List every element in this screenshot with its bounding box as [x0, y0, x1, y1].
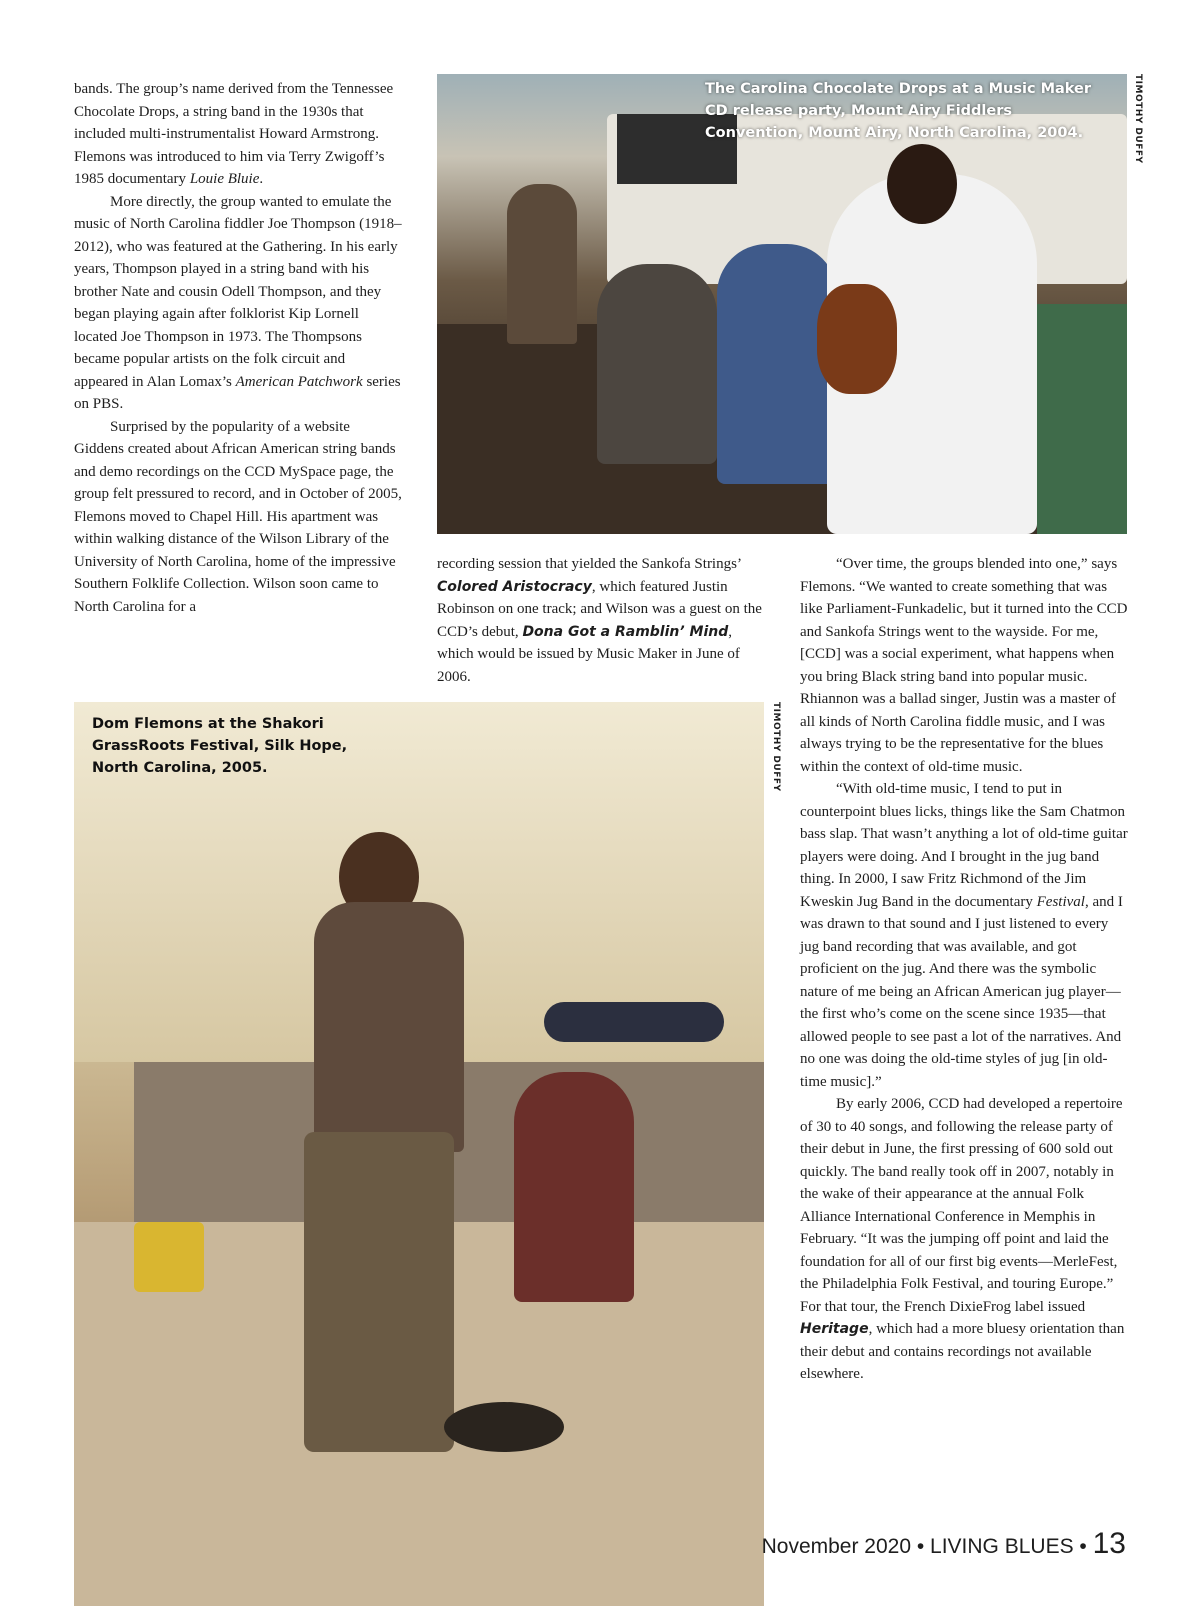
footer-text: November 2020 • LIVING BLUES •	[761, 1535, 1093, 1558]
photo-caption: The Carolina Chocolate Drops at a Music Maker CD release party, Mount Airy Fiddlers Convention, Mount Airy, North Carolina, 2004.	[705, 81, 1092, 141]
paragraph: bands. The group’s name derived from the Tennessee Chocolate Drops, a string band in the 1930s that included multi-instrumentalist Howard Armstrong. Flemons was introduced to him via Terry Zwigoff’s 1985 documentary Louie Bluie.	[74, 81, 394, 187]
photo-credit: TIMOTHY DUFFY	[1133, 74, 1143, 164]
paragraph: “Over time, the groups blended into one,” says Flemons. “We wanted to create something that was like Parliament-Funkadelic, but it turned into the CCD and Sankofa Strings went to the wayside. For me, [CCD] was a social experiment, what happens when you bring Black string band into popular music. Rhiannon was a ballad singer, Justin was a master of all kinds of North Carolina fiddle music, and I was always trying to be the representative for the blues within the context of old-time music.	[800, 556, 1128, 775]
article-column-1	[74, 78, 402, 618]
page-number: 13	[1092, 1527, 1126, 1560]
paragraph: More directly, the group wanted to emulate the music of North Carolina fiddler Joe Thompson (1918–2012), who was featured at the Gathering. In his early years, Thompson played in a string band with his brother Nate and cousin Odell Thompson, and they began playing again after folklorist Kip Lornell located Joe Thompson in 1973. The Thompsons became popular artists on the folk circuit and appeared in Alan Lomax’s American Patchwork series on PBS.	[74, 193, 402, 412]
page-footer	[762, 1527, 1126, 1561]
paragraph: By early 2006, CCD had developed a repertoire of 30 to 40 songs, and following the release party of their debut in June, the first pressing of 600 sold out quickly. The band really took off in 2007, notably in the wake of their appearance at the annual Folk Alliance International Conference in Memphis in February. “It was the jumping off point and laid the foundation for all of our first big events—MerleFest, the Philadelphia Folk Festival, and touring Europe.” For that tour, the French DixieFrog label issued Heritage, which had a more bluesy orientation than their debut and contains recordings not available elsewhere.	[800, 1096, 1125, 1382]
photo-caption: Dom Flemons at the Shakori GrassRoots Festival, Silk Hope, North Carolina, 2005.	[92, 716, 348, 776]
paragraph: Surprised by the popularity of a website Giddens created about African American string bands and demo recordings on the CCD MySpace page, the group felt pressured to record, and in October of 2005, Flemons moved to Chapel Hill. His apartment was within walking distance of the Wilson Library of the University of North Carolina, home of the impressive Southern Folklife Collection. Wilson soon came to North Carolina for a	[74, 418, 402, 615]
photo-credit: TIMOTHY DUFFY	[771, 702, 781, 792]
article-column-3	[800, 553, 1128, 1386]
paragraph: recording session that yielded the Sankofa Strings’ Colored Aristocracy, which featured Justin Robinson on one track; and Wilson was a guest on the CCD’s debut, Dona Got a Ramblin’ Mind, which would be issued by Music Maker in June of 2006.	[437, 556, 762, 685]
dom-flemons-photo	[74, 702, 764, 1606]
paragraph: “With old-time music, I tend to put in counterpoint blues licks, things like the Sam Chatmon bass slap. That wasn’t anything a lot of old-time guitar players were doing. And I brought in the jug band thing. In 2000, I saw Fritz Richmond of the Jim Kweskin Jug Band in the documentary Festival, and I was drawn to that sound and I just listened to every jug band recording that was available, and got proficient on the jug. And there was the symbolic nature of me being an African American jug player—the first who’s come on the scene since 1935—that allowed people to see past a lot of the narratives. And no one was doing the old-time styles of jug [in old-time music].”	[800, 781, 1128, 1090]
article-column-2	[437, 553, 767, 688]
